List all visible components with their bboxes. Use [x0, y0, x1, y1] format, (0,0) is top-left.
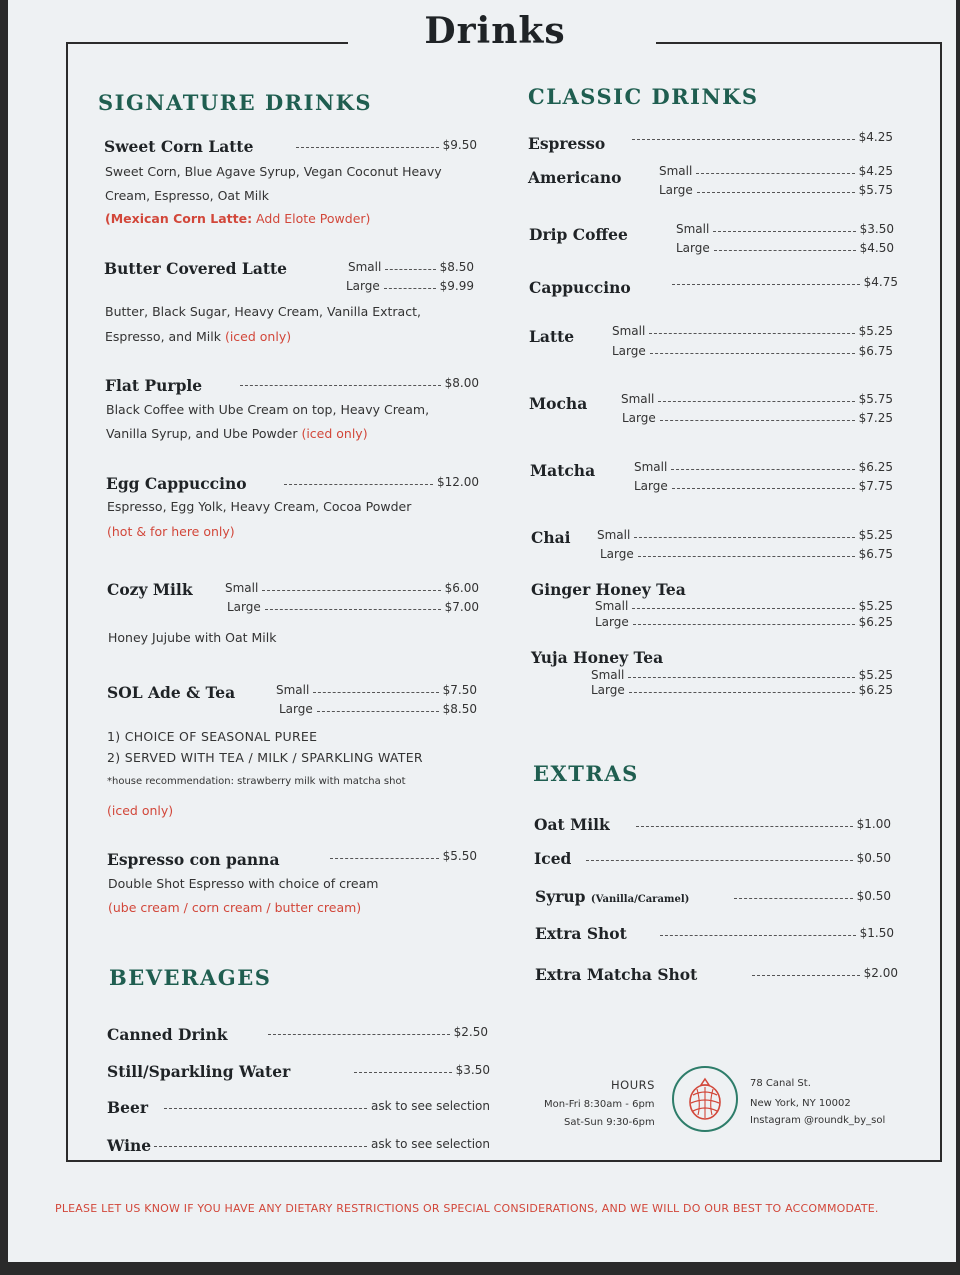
- price-row: $3.50: [350, 1063, 490, 1077]
- price-row: $2.50: [264, 1025, 488, 1039]
- matcha-name: Matcha: [530, 461, 596, 480]
- description: Honey Jujube with Oat Milk: [108, 630, 277, 645]
- pinecone-logo-icon: [672, 1066, 738, 1132]
- hours-weekday: Mon-Fri 8:30am - 6pm: [544, 1099, 655, 1110]
- size-price-row: Large $4.50: [676, 241, 894, 255]
- yuja-honey-tea-name: Yuja Honey Tea: [531, 648, 664, 667]
- price-row: $2.00: [748, 966, 898, 980]
- note: (iced only): [107, 803, 174, 818]
- espresso-name: Espresso: [528, 134, 606, 153]
- address-city: New York, NY 10002: [750, 1098, 851, 1109]
- price-row: $0.50: [582, 851, 891, 865]
- size-price-row: Small $5.25: [612, 324, 893, 338]
- americano-name: Americano: [528, 168, 622, 187]
- cozy-milk-name: Cozy Milk: [107, 580, 193, 599]
- classic-heading: CLASSIC DRINKS: [528, 84, 759, 109]
- description: Butter, Black Sugar, Heavy Cream, Vanilla Extract,: [105, 304, 421, 319]
- egg-cappuccino-name: Egg Cappuccino: [106, 474, 247, 493]
- flat-purple-name: Flat Purple: [105, 376, 203, 395]
- price-row: $1.00: [632, 817, 891, 831]
- size-price-row: Large $5.75: [659, 183, 893, 197]
- chai-name: Chai: [531, 528, 571, 547]
- pinecone-icon: [683, 1075, 727, 1123]
- description: Espresso, and Milk (iced only): [105, 329, 292, 344]
- instagram-handle: Instagram @roundk_by_sol: [750, 1115, 886, 1126]
- price-row: $4.25: [628, 130, 893, 144]
- price-row: $5.50: [326, 849, 477, 863]
- extra-matcha-shot: Extra Matcha Shot: [535, 965, 698, 984]
- price-row: $1.50: [656, 926, 894, 940]
- size-price-row: Small $8.50: [348, 260, 474, 274]
- description: Black Coffee with Ube Cream on top, Heavy Cream,: [106, 402, 430, 417]
- size-price-row: Large $7.25: [622, 411, 893, 425]
- signature-heading: SIGNATURE DRINKS: [98, 90, 373, 115]
- option-line: 1) CHOICE OF SEASONAL PUREE: [107, 729, 318, 744]
- beverage-item: Wine: [107, 1136, 152, 1155]
- size-price-row: Small $5.25: [591, 668, 893, 682]
- price: $9.50: [442, 138, 477, 152]
- description: Espresso, Egg Yolk, Heavy Cream, Cocoa Powder: [107, 499, 412, 514]
- size-price-row: Large $7.00: [227, 600, 479, 614]
- price-row: $0.50: [730, 889, 891, 903]
- dietary-disclaimer: PLEASE LET US KNOW IF YOU HAVE ANY DIETARY RESTRICTIONS OR SPECIAL CONSIDERATIONS, AND WE WILL DO OUR BEST TO ACCOMMODATE.: [55, 1202, 879, 1215]
- description: Cream, Espresso, Oat Milk: [105, 188, 269, 203]
- size-price-row: Large $6.25: [591, 683, 893, 697]
- espresso-con-panna-name: Espresso con panna: [107, 850, 280, 869]
- size-price-row: Large $6.25: [595, 615, 893, 629]
- mocha-name: Mocha: [529, 394, 588, 413]
- size-price-row: Small $6.25: [634, 460, 893, 474]
- variant-note: (Mexican Corn Latte: Add Elote Powder): [105, 211, 371, 226]
- sol-ade-tea-name: SOL Ade & Tea: [107, 683, 236, 702]
- cappuccino-name: Cappuccino: [529, 278, 631, 297]
- extra-iced: Iced: [534, 849, 572, 868]
- size-price-row: Large $6.75: [612, 344, 893, 358]
- option-line: 2) SERVED WITH TEA / MILK / SPARKLING WATER: [107, 750, 423, 765]
- recommendation: *house recommendation: strawberry milk with matcha shot: [107, 776, 406, 787]
- size-price-row: Small $5.75: [621, 392, 893, 406]
- size-price-row: Large $8.50: [279, 702, 477, 716]
- hours-weekend: Sat-Sun 9:30-6pm: [564, 1117, 655, 1128]
- price-row: ask to see selection: [150, 1137, 490, 1151]
- price-row: ask to see selection: [160, 1099, 490, 1113]
- description: Double Shot Espresso with choice of cream: [108, 876, 379, 891]
- beverages-heading: BEVERAGES: [109, 965, 272, 990]
- note: (hot & for here only): [107, 524, 235, 539]
- beverage-item: Beer: [107, 1098, 148, 1117]
- size-price-row: Large $9.99: [346, 279, 474, 293]
- butter-covered-latte-name: Butter Covered Latte: [104, 259, 288, 278]
- ginger-honey-tea-name: Ginger Honey Tea: [531, 580, 686, 599]
- drip-coffee-name: Drip Coffee: [529, 225, 628, 244]
- beverage-item: Canned Drink: [107, 1025, 228, 1044]
- size-price-row: Small $5.25: [597, 528, 893, 542]
- description: Vanilla Syrup, and Ube Powder (iced only): [106, 426, 368, 441]
- extra-oat-milk: Oat Milk: [534, 815, 610, 834]
- note: (ube cream / corn cream / butter cream): [108, 900, 362, 915]
- size-price-row: Large $6.75: [600, 547, 893, 561]
- extra-syrup: Syrup (Vanilla/Caramel): [535, 887, 690, 906]
- price-row: $12.00: [280, 475, 479, 489]
- size-price-row: Small $4.25: [659, 164, 893, 178]
- size-price-row: Small $5.25: [595, 599, 893, 613]
- price-row: $8.00: [236, 376, 479, 390]
- size-price-row: Small $3.50: [676, 222, 894, 236]
- size-price-row: Small $7.50: [276, 683, 477, 697]
- extras-heading: EXTRAS: [533, 761, 639, 786]
- hours-label: HOURS: [611, 1078, 655, 1092]
- size-price-row: Large $7.75: [634, 479, 893, 493]
- price-row: $4.75: [668, 275, 898, 289]
- size-price-row: Small $6.00: [225, 581, 479, 595]
- page-title: Drinks: [424, 10, 566, 52]
- sweet-corn-latte-price-row: [292, 138, 477, 152]
- description: Sweet Corn, Blue Agave Syrup, Vegan Coconut Heavy: [105, 164, 442, 179]
- sweet-corn-latte-name: Sweet Corn Latte: [104, 137, 254, 156]
- address-street: 78 Canal St.: [750, 1078, 811, 1089]
- extra-shot: Extra Shot: [535, 924, 627, 943]
- beverage-item: Still/Sparkling Water: [107, 1062, 291, 1081]
- latte-name: Latte: [529, 327, 575, 346]
